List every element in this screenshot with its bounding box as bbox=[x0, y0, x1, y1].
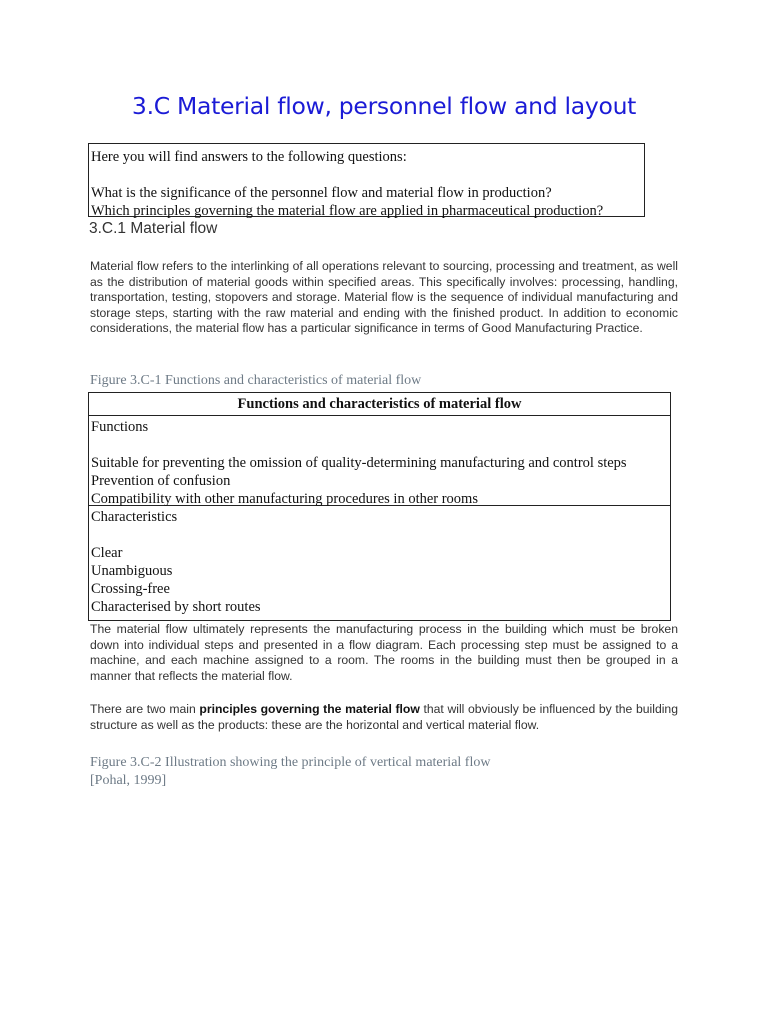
question-2: Which principles governing the material flow are applied in pharmaceutical production? bbox=[91, 203, 604, 219]
characteristic-item: Crossing-free bbox=[91, 581, 170, 597]
paragraph-material-flow: Material flow refers to the interlinking of all operations relevant to sourcing, processing and treatment, as well as the distribution of material goods within specified areas. This specifically involves: processing, handling, transportation, testing, stopovers and storage. Material flow is the sequence of individual manufacturing and storage steps, starting with the raw material and ending with the finished product. In addition to economic considerations, the material flow has a particular significance in terms of Good Manufacturing Practice. bbox=[90, 259, 678, 335]
functions-cell bbox=[89, 416, 670, 506]
characteristic-item: Clear bbox=[91, 545, 123, 561]
figure-2-caption bbox=[90, 754, 490, 790]
page-title: 3.C Material flow, personnel flow and layout bbox=[131, 92, 637, 120]
function-item: Prevention of confusion bbox=[91, 473, 231, 489]
characteristics-cell bbox=[89, 506, 670, 620]
characteristics-label: Characteristics bbox=[91, 509, 178, 525]
functions-table bbox=[88, 392, 671, 621]
table-header: Functions and characteristics of material flow bbox=[89, 393, 670, 416]
functions-label: Functions bbox=[91, 419, 149, 435]
section-heading: 3.C.1 Material flow bbox=[89, 220, 218, 237]
characteristic-item: Characterised by short routes bbox=[91, 599, 261, 615]
figure-2-caption-source: [Pohal, 1999] bbox=[90, 773, 167, 788]
paragraph-principles-end: that will obviously be influenced by the building structure as well as the products: these are the horizontal and vertical material flow. bbox=[90, 702, 678, 732]
function-item: Compatibility with other manufacturing procedures in other rooms bbox=[91, 491, 478, 507]
question-1: What is the significance of the personnel flow and material flow in production? bbox=[91, 185, 552, 201]
questions-intro: Here you will find answers to the following questions: bbox=[91, 149, 407, 165]
figure-2-caption-title: Figure 3.C-2 Illustration showing the principle of vertical material flow bbox=[90, 755, 491, 770]
questions-box bbox=[88, 143, 645, 217]
function-item: Suitable for preventing the omission of quality-determining manufacturing and control steps bbox=[91, 455, 627, 471]
principles-bold-text: principles governing the material flow bbox=[199, 702, 420, 716]
figure-1-caption: Figure 3.C-1 Functions and characteristics of material flow bbox=[90, 373, 422, 388]
paragraph-principles-start: There are two main bbox=[90, 702, 200, 716]
characteristic-item: Unambiguous bbox=[91, 563, 173, 579]
paragraph-flow-diagram: The material flow ultimately represents the manufacturing process in the building which must be broken down into individual steps and presented in a flow diagram. Each processing step must be assigned to a machine, and each machine assigned to a room. The rooms in the building must then be grouped in a manner that reflects the material flow. bbox=[90, 622, 678, 683]
paragraph-principles bbox=[90, 702, 678, 733]
